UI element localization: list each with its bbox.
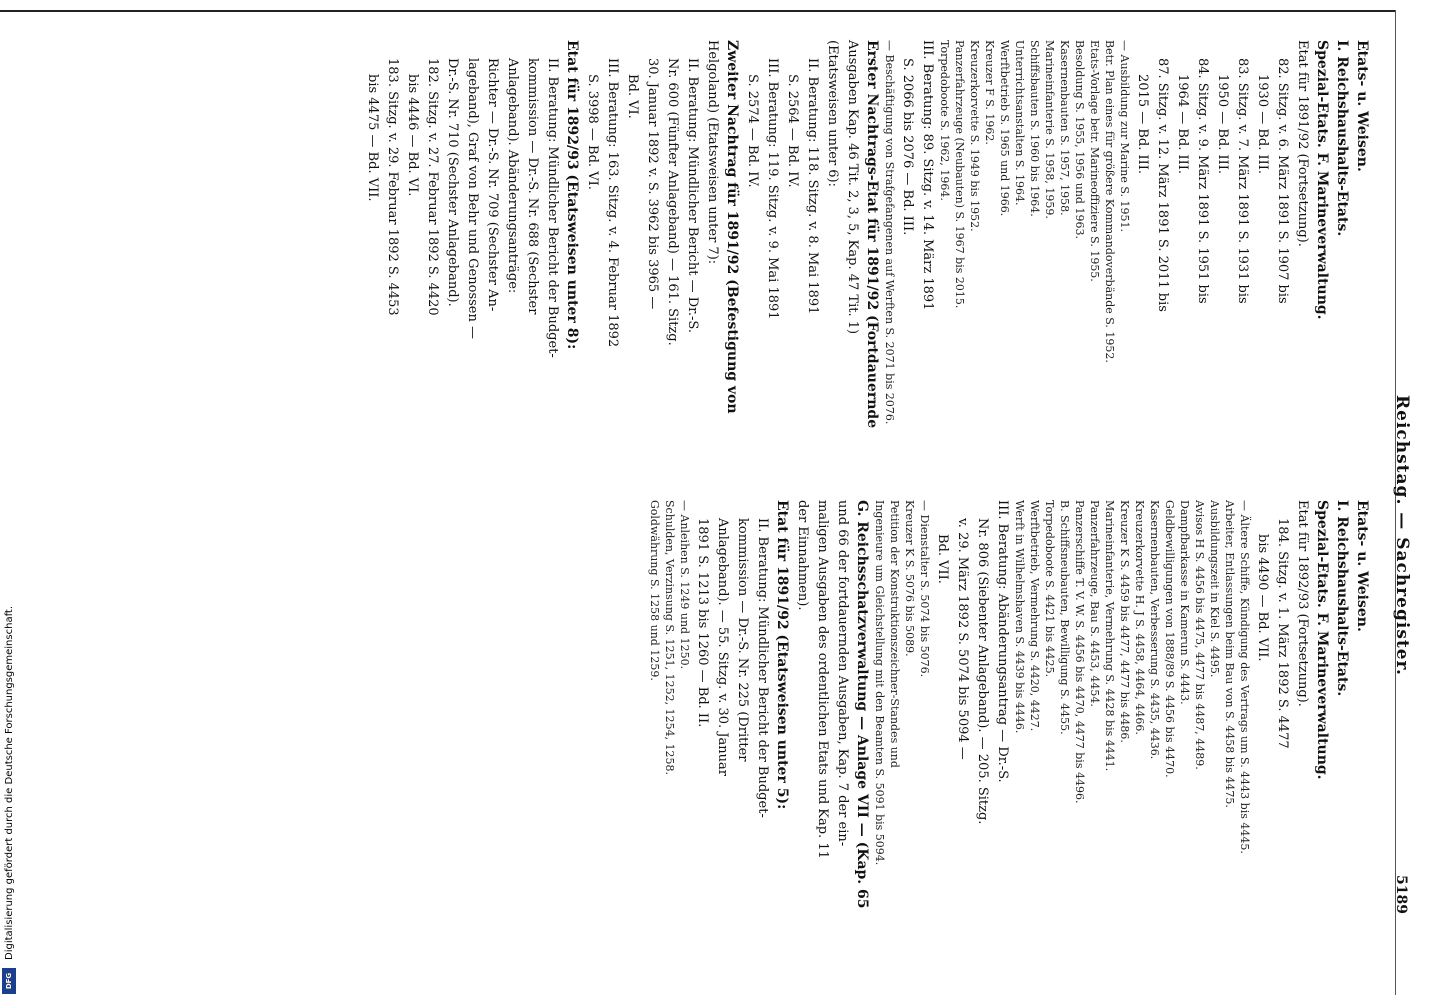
text-line: 2015 — Bd. III.: [1135, 74, 1150, 175]
text-line: Schulden, Verzinsung S. 1251, 1252, 1254, 1258.: [663, 500, 676, 776]
text-line: bis 4446 — Bd. VI.: [405, 74, 420, 197]
text-line: Etats- u. Weisen.: [1354, 500, 1370, 632]
dfg-logo-text: DFG: [5, 972, 13, 990]
page-number-wrap: [1393, 875, 1412, 914]
text-line: kommission — Dr.-S. Nr. 688 (Sechster: [525, 58, 540, 315]
text-line: kommission — Dr.-S. Nr. 225 (Dritter: [735, 518, 750, 762]
text-line: III. Beratung: 119. Sitzg. v. 9. Mai 1891: [765, 58, 780, 320]
text-line: Ausgaben Kap. 46 Tit. 2, 3, 5, Kap. 47 Tit. 1): [845, 40, 860, 335]
text-line: Geldbewilligungen von 1888/89 S. 4456 bis 4470.: [1163, 500, 1176, 778]
text-line: 83. Sitzg. v. 7. März 1891 S. 1931 bis: [1235, 58, 1250, 304]
text-line: Besoldung S. 1955, 1956 und 1963.: [1073, 40, 1086, 239]
text-line: Marineinfanterie S. 1958, 1959.: [1043, 40, 1056, 219]
text-line: maligen Ausgaben des ordentlichen Etats und Kap. 11: [815, 500, 830, 859]
text-line: Werft in Wilhelmshaven S. 4439 bis 4446.: [1013, 500, 1026, 734]
text-line: Bd. VII.: [935, 534, 950, 584]
text-line: 1950 — Bd. III.: [1215, 74, 1230, 175]
page-number: 5189: [1393, 875, 1409, 914]
text-line: Torpedoboote S. 1962, 1964.: [938, 40, 951, 201]
top-rule: [0, 10, 1395, 12]
text-line: Dr.-S. Nr. 710 (Sechster Anlageband).: [445, 58, 460, 307]
running-header: [1392, 395, 1412, 676]
text-line: S. 2564 — Bd. IV.: [785, 74, 800, 188]
text-line: S. 2066 bis 2076 — Bd. III.: [900, 58, 915, 236]
text-line: G. Reichsschatzverwaltung — Anlage VII — (Kap. 65: [854, 500, 870, 909]
text-line: Werftbetrieb S. 1965 und 1966.: [998, 40, 1011, 217]
text-line: Torpedoboote S. 4421 bis 4425.: [1043, 500, 1056, 678]
text-line: Ausbildungszeit in Kiel S. 4495.: [1208, 500, 1221, 678]
text-line: Etat für 1892/93 (Fortsetzung).: [1295, 500, 1310, 707]
text-line: — Ausbildung zur Marine S. 1951.: [1118, 40, 1131, 232]
text-line: Werftbetrieb, Vermehrung S. 4420, 4427.: [1028, 500, 1041, 732]
text-line: 182. Sitzg. v. 27. Februar 1892 S. 4420: [425, 58, 440, 316]
text-line: Etats-Vorlage betr. Marineoffiziere S. 1955.: [1088, 40, 1101, 282]
text-line: Spezial-Etats. F. Marineverwaltung.: [1314, 500, 1330, 780]
lower-text-column: [647, 500, 1372, 970]
text-line: II. Beratung: 118. Sitzg. v. 8. Mai 1891: [805, 58, 820, 315]
text-line: bis 4475 — Bd. VII.: [365, 74, 380, 202]
text-line: (Etatsweisen unter 6):: [825, 40, 840, 188]
text-line: der Einnahmen).: [795, 500, 810, 611]
text-line: Kreuzer F S. 1962.: [983, 40, 996, 145]
header-title: Reichstag. — Sachregister.: [1392, 395, 1412, 676]
text-line: S. 2574 — Bd. IV.: [745, 74, 760, 188]
text-line: Spezial-Etats. F. Marineverwaltung.: [1314, 40, 1330, 320]
text-line: Kreuzer K S. 5076 bis 5089.: [903, 500, 916, 657]
text-line: S. 3998 — Bd. VI.: [585, 74, 600, 190]
text-line: Etat für 1891/92 (Etatsweisen unter 5):: [774, 500, 790, 810]
text-line: Panzerfahrzeuge (Neubauten) S. 1967 bis 2015.: [953, 40, 966, 309]
text-line: Arbeiter, Entlassungen beim Bau von S. 4458 bis 4475.: [1223, 500, 1236, 808]
text-line: Kasernenbauten, Verbesserung S. 4435, 4436.: [1148, 500, 1161, 760]
text-line: — Anleihen S. 1249 und 1250.: [678, 500, 691, 670]
text-line: II. Beratung: Mündlicher Bericht der Budget-: [545, 58, 560, 358]
text-line: Etat für 1892/93 (Etatsweisen unter 8):: [564, 40, 580, 350]
text-line: Kasernenbauten S. 1957, 1958.: [1058, 40, 1071, 216]
text-line: 183. Sitzg. v. 29. Februar 1892 S. 4453: [385, 58, 400, 316]
dfg-logo: [2, 968, 16, 994]
text-line: Helgoland) (Etatsweisen unter 7):: [705, 40, 720, 265]
text-line: Avisos H S. 4456 bis 4475, 4477 bis 4487, 4489.: [1193, 500, 1206, 770]
text-line: I. Reichshaushalts-Etats.: [1334, 40, 1350, 237]
text-line: bis 4490 — Bd. VII.: [1255, 534, 1270, 662]
text-line: und 66 der fortdauernden Ausgaben, Kap. 7 der ein-: [835, 500, 850, 847]
text-line: Nr. 600 (Fünfter Anlageband) — 161. Sitzg.: [665, 58, 680, 346]
text-line: v. 29. März 1892 S. 5074 bis 5094 —: [955, 518, 970, 760]
text-line: III. Beratung: 89. Sitzg. v. 14. März 1891: [920, 40, 935, 311]
text-line: Bd. VI.: [625, 74, 640, 119]
upper-text-column: [362, 40, 1372, 480]
text-line: — Ältere Schiffe, Kündigung des Vertrags um S. 4443 bis 4445.: [1238, 500, 1251, 854]
text-line: Panzerfahrzeuge, Bau S. 4453, 4454.: [1088, 500, 1101, 707]
text-line: Anlageband). — 55. Sitzg. v. 30. Januar: [715, 518, 730, 776]
text-line: B. Schiffsneubauten, Bewilligung S. 4455.: [1058, 500, 1071, 735]
text-line: III. Beratung: 163. Sitzg. v. 4. Februar 1892: [605, 58, 620, 348]
text-line: II. Beratung: Mündlicher Bericht — Dr.-S.: [685, 58, 700, 334]
text-line: 30. Januar 1892 v. S. 3962 bis 3965 —: [645, 58, 660, 310]
text-line: Dampfbarkasse in Kamerun S. 4443.: [1178, 500, 1191, 705]
text-line: lageband), Graf von Behr und Genossen —: [465, 58, 480, 339]
text-line: 82. Sitzg. v. 6. März 1891 S. 1907 bis: [1275, 58, 1290, 304]
text-line: Richter — Dr.-S. Nr. 709 (Sechster An-: [485, 58, 500, 312]
text-line: III. Beratung: Abänderungsantrag — Dr.-S.: [995, 500, 1010, 783]
text-line: I. Reichshaushalts-Etats.: [1334, 500, 1350, 697]
text-line: Nr. 806 (Siebenter Anlageband). — 205. Sitzg.: [975, 518, 990, 825]
text-line: Unterrichtsanstalten S. 1964.: [1013, 40, 1026, 206]
text-line: Marineinfanterie, Vermehrung S. 4428 bis 4441.: [1103, 500, 1116, 772]
text-line: II. Beratung: Mündlicher Bericht der Budget-: [755, 518, 770, 818]
text-line: 1891 S. 1213 bis 1260 — Bd. II.: [695, 518, 710, 728]
text-line: 184. Sitzg. v. 1. März 1892 S. 4477: [1275, 518, 1290, 749]
text-line: Etat für 1891/92 (Fortsetzung).: [1295, 40, 1310, 247]
text-line: Anlageband). Abänderungsanträge:: [505, 58, 520, 294]
text-line: Zweiter Nachtrag für 1891/92 (Befestigung von: [724, 40, 740, 414]
text-line: 1930 — Bd. III.: [1255, 74, 1270, 175]
text-line: 87. Sitzg. v. 12. März 1891 S. 2011 bis: [1155, 58, 1170, 312]
text-line: Kreuzer K S. 4459 bis 4477, 4477 bis 4486.: [1118, 500, 1131, 743]
text-line: Goldwährung S. 1258 und 1259.: [648, 500, 661, 681]
text-line: 84. Sitzg. v. 9. März 1891 S. 1951 bis: [1195, 58, 1210, 304]
digitization-note: Digitalisierung gefördert durch die Deutsche Forschungsgemeinschaft.: [4, 605, 15, 960]
text-line: Betr. Plan eines für größere Kommandoverbände S. 1952.: [1103, 40, 1116, 363]
text-line: Panzerschiffe T. V. W. S. 4456 bis 4470, 4477 bis 4496.: [1073, 500, 1086, 804]
text-line: — Beschäftigung von Strafgefangenen auf Werften S. 2071 bis 2076.: [883, 40, 896, 425]
text-line: Etats- u. Weisen.: [1354, 40, 1370, 172]
text-line: Kreuzerkorvette H. J S. 4458, 4464, 4466.: [1133, 500, 1146, 735]
text-line: Petition der Konstruktionszeichner-Standes und: [888, 500, 901, 768]
text-line: Erster Nachtrags-Etat für 1891/92 (Fortdauernde: [864, 40, 880, 429]
text-line: — Dienstalter S. 5074 bis 5076.: [918, 500, 931, 678]
text-line: Ingenieure um Gleichstellung mit den Beamten S. 5091 bis 5094.: [873, 500, 886, 866]
text-line: 1964 — Bd. III.: [1175, 74, 1190, 175]
text-line: Kreuzerkorvette S. 1949 bis 1952.: [968, 40, 981, 232]
text-line: Schiffsbauten S. 1960 bis 1964.: [1028, 40, 1041, 217]
